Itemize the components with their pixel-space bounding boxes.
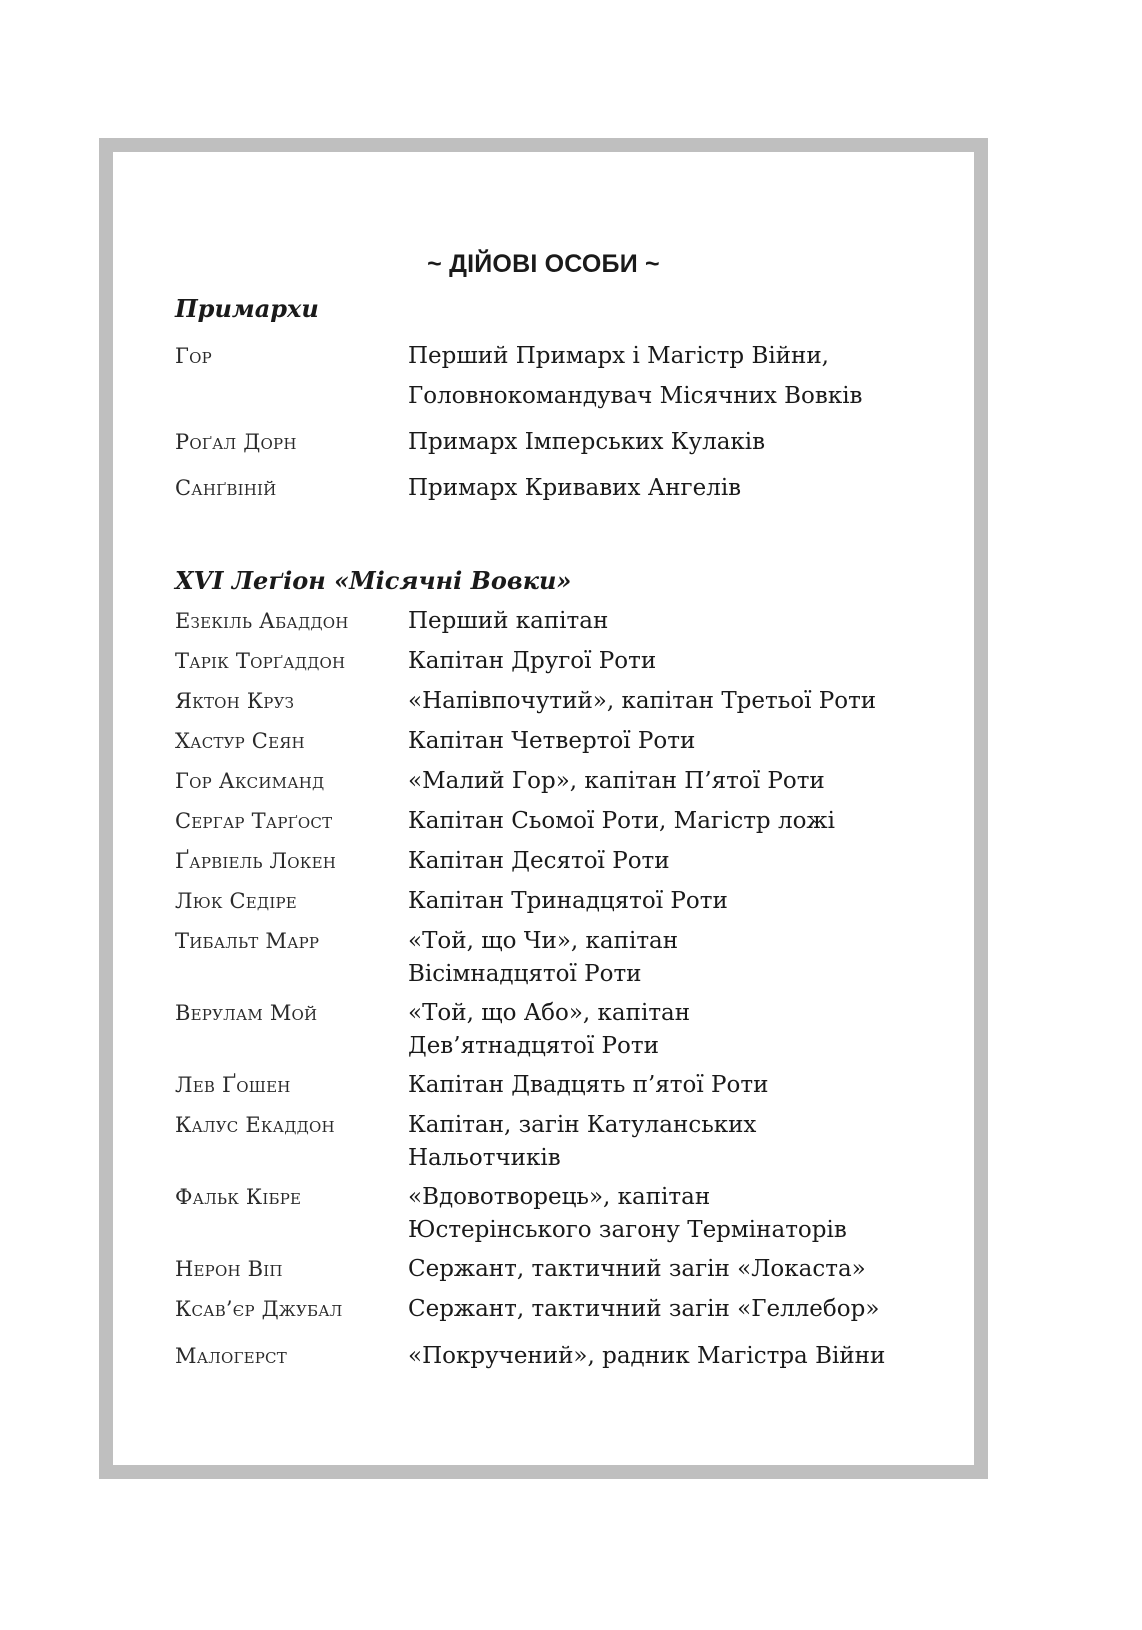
role-line: Нальотчиків [408,1145,561,1171]
character-role: Капітан Десятої Роти [408,848,670,874]
section-heading-legion: XVI Леґіон «Місячні Вовки» [175,566,572,595]
character-name: Хастур Сеян [175,729,305,753]
character-name: Люк Седіре [175,889,297,913]
character-name: Лев Ґошен [175,1073,291,1097]
role-line: Вісімнадцятої Роти [408,961,642,987]
character-name: Сергар Тарґост [175,809,333,833]
character-role: «Напівпочутий», капітан Третьої Роти [408,688,877,714]
character-role: Капітан Тринадцятої Роти [408,888,728,914]
character-role: Капітан Другої Роти [408,648,657,674]
character-name: Тарік Торґаддон [175,649,346,673]
role-line: «Той, що Чи», капітан [408,928,679,954]
role-line: Дев’ятнадцятої Роти [408,1033,659,1059]
character-name: Калус Екаддон [175,1113,335,1137]
character-name: Ксав’єр Джубал [175,1297,343,1321]
character-name: Роґал Дорн [175,430,297,454]
character-role: Сержант, тактичний загін «Локаста» [408,1256,866,1282]
character-role [408,340,948,413]
page-title: ~ ДІЙОВІ ОСОБИ ~ [427,250,660,278]
character-name: Малогерст [175,1344,287,1368]
role-line: Капітан, загін Катуланських [408,1112,757,1138]
character-name: Фальк Кібре [175,1185,302,1209]
character-role: Сержант, тактичний загін «Геллебор» [408,1296,880,1322]
character-role [408,1181,948,1247]
role-line: «Той, що Або», капітан [408,1000,691,1026]
character-role: Капітан Двадцять п’ятої Роти [408,1072,769,1098]
character-name: Тибальт Марр [175,929,320,953]
character-role [408,925,948,991]
role-line: «Вдовотворець», капітан [408,1184,711,1210]
character-role: «Покручений», радник Магістра Війни [408,1343,886,1369]
character-role: Перший капітан [408,608,609,634]
character-name: Езекіль Абаддон [175,609,349,633]
character-role: Примарх Імперських Кулаків [408,429,766,455]
page-frame [99,138,988,1479]
character-role: Капітан Четвертої Роти [408,728,696,754]
character-role: Капітан Сьомої Роти, Магістр ложі [408,808,835,834]
character-name: Верулам Мой [175,1001,318,1025]
character-role [408,997,948,1063]
role-line: Головнокомандувач Місячних Вовків [408,383,863,409]
role-line: Юстерінського загону Термінаторів [408,1217,847,1243]
character-name: Нерон Віп [175,1257,283,1281]
character-name: Гор Аксиманд [175,769,325,793]
character-name: Санґвіній [175,476,277,500]
role-line: Перший Примарх і Магістр Війни, [408,343,829,369]
character-name: Яктон Круз [175,689,295,713]
character-name: Гор [175,344,212,368]
character-role: Примарх Кривавих Ангелів [408,475,742,501]
character-name: Ґарвіель Локен [175,849,337,873]
section-heading-primarchs: Примархи [175,294,319,323]
character-role: «Малий Гор», капітан П’ятої Роти [408,768,825,794]
character-role [408,1109,948,1175]
